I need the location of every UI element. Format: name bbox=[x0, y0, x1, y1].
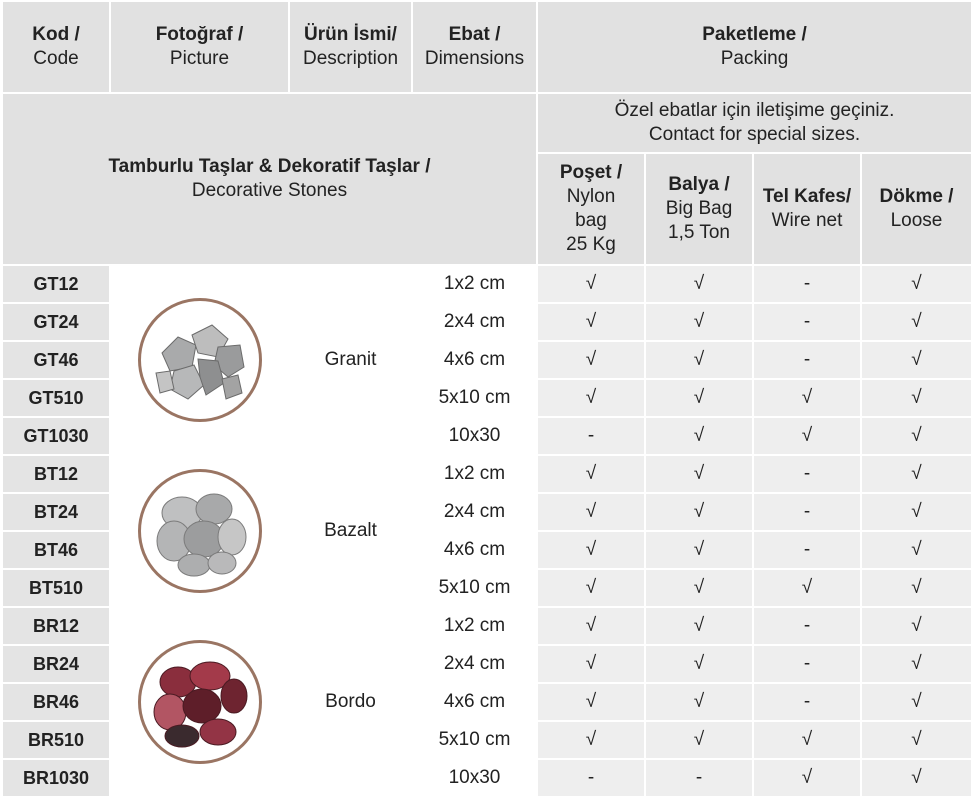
product-photo bbox=[110, 455, 289, 607]
product-dimensions: 2x4 cm bbox=[412, 645, 537, 683]
packing-big-bag-mark: √ bbox=[645, 265, 753, 303]
packing-wire-net-mark: - bbox=[753, 607, 861, 645]
packing-wire-net-mark: - bbox=[753, 683, 861, 721]
packing-big-bag-mark: √ bbox=[645, 645, 753, 683]
special-sizes-note bbox=[537, 93, 972, 153]
product-name: Granit bbox=[289, 265, 412, 455]
product-code: GT24 bbox=[2, 303, 110, 341]
product-dimensions: 5x10 cm bbox=[412, 379, 537, 417]
packing-big-bag-mark: √ bbox=[645, 417, 753, 455]
packing-wire-net-mark: - bbox=[753, 645, 861, 683]
packing-col-label-tr: Tel Kafes/ bbox=[762, 186, 852, 207]
packing-nylon-bag-mark: - bbox=[537, 417, 645, 455]
packing-nylon-bag-mark: √ bbox=[537, 493, 645, 531]
header-packing-tr: Paketleme / bbox=[702, 24, 807, 45]
product-name: Bazalt bbox=[289, 455, 412, 607]
packing-col-nylon-bag bbox=[537, 153, 645, 265]
packing-wire-net-mark: - bbox=[753, 531, 861, 569]
packing-loose-mark: √ bbox=[861, 379, 972, 417]
packing-nylon-bag-mark: √ bbox=[537, 303, 645, 341]
packing-nylon-bag-mark: √ bbox=[537, 341, 645, 379]
packing-loose-mark: √ bbox=[861, 683, 972, 721]
packing-nylon-bag-mark: √ bbox=[537, 683, 645, 721]
category-cell bbox=[2, 93, 537, 265]
product-name: Bordo bbox=[289, 607, 412, 797]
product-dimensions: 1x2 cm bbox=[412, 265, 537, 303]
packing-loose-mark: √ bbox=[861, 607, 972, 645]
packing-loose-mark: √ bbox=[861, 341, 972, 379]
packing-loose-mark: √ bbox=[861, 759, 972, 797]
product-dimensions: 4x6 cm bbox=[412, 341, 537, 379]
header-dimensions bbox=[412, 1, 537, 93]
packing-big-bag-mark: √ bbox=[645, 531, 753, 569]
packing-col-label-en: Nylon bbox=[566, 186, 616, 207]
product-code: GT12 bbox=[2, 265, 110, 303]
packing-col-label-tr: Poşet / bbox=[559, 162, 623, 183]
product-rows bbox=[2, 265, 972, 797]
packing-big-bag-mark: √ bbox=[645, 683, 753, 721]
packing-col-label-en: 25 Kg bbox=[566, 234, 616, 255]
product-code: BT12 bbox=[2, 455, 110, 493]
packing-loose-mark: √ bbox=[861, 721, 972, 759]
table-row bbox=[2, 455, 972, 493]
packing-nylon-bag-mark: √ bbox=[537, 569, 645, 607]
header-dimensions-en: Dimensions bbox=[424, 48, 525, 69]
packing-col-label-en: Wire net bbox=[771, 210, 843, 231]
packing-big-bag-mark: √ bbox=[645, 379, 753, 417]
header-code bbox=[2, 1, 110, 93]
product-dimensions: 4x6 cm bbox=[412, 531, 537, 569]
header-packing bbox=[537, 1, 972, 93]
packing-big-bag-mark: √ bbox=[645, 607, 753, 645]
header-photo-tr: Fotoğraf / bbox=[155, 24, 244, 45]
product-code: GT46 bbox=[2, 341, 110, 379]
product-dimensions: 4x6 cm bbox=[412, 683, 537, 721]
packing-loose-mark: √ bbox=[861, 265, 972, 303]
packing-col-label-en: Loose bbox=[890, 210, 943, 231]
header-name-tr: Ürün İsmi/ bbox=[304, 24, 397, 45]
packing-big-bag-mark: - bbox=[645, 759, 753, 797]
table-row bbox=[2, 265, 972, 303]
header-photo bbox=[110, 1, 289, 93]
packing-loose-mark: √ bbox=[861, 531, 972, 569]
product-code: GT510 bbox=[2, 379, 110, 417]
packing-nylon-bag-mark: √ bbox=[537, 721, 645, 759]
category-en: Decorative Stones bbox=[191, 180, 348, 201]
product-dimensions: 2x4 cm bbox=[412, 493, 537, 531]
packing-nylon-bag-mark: √ bbox=[537, 531, 645, 569]
packing-loose-mark: √ bbox=[861, 569, 972, 607]
product-dimensions: 10x30 bbox=[412, 759, 537, 797]
header-code-tr: Kod / bbox=[32, 24, 80, 45]
category-tr: Tamburlu Taşlar & Dekoratif Taşlar / bbox=[108, 156, 431, 177]
packing-wire-net-mark: √ bbox=[753, 721, 861, 759]
product-code: BR46 bbox=[2, 683, 110, 721]
packing-loose-mark: √ bbox=[861, 303, 972, 341]
packing-nylon-bag-mark: √ bbox=[537, 455, 645, 493]
packing-col-label-en: 1,5 Ton bbox=[668, 222, 730, 243]
packing-loose-mark: √ bbox=[861, 493, 972, 531]
packing-col-label-en: Big Bag bbox=[665, 198, 733, 219]
packing-wire-net-mark: - bbox=[753, 455, 861, 493]
packing-big-bag-mark: √ bbox=[645, 493, 753, 531]
product-code: BT24 bbox=[2, 493, 110, 531]
packing-col-wire-net bbox=[753, 153, 861, 265]
packing-big-bag-mark: √ bbox=[645, 569, 753, 607]
product-dimensions: 10x30 bbox=[412, 417, 537, 455]
header-code-en: Code bbox=[33, 48, 79, 69]
packing-col-label-tr: Balya / bbox=[668, 174, 730, 195]
grey-basalt-stones-photo bbox=[138, 469, 262, 593]
product-code: BT46 bbox=[2, 531, 110, 569]
packing-wire-net-mark: - bbox=[753, 265, 861, 303]
packing-wire-net-mark: √ bbox=[753, 759, 861, 797]
packing-wire-net-mark: - bbox=[753, 303, 861, 341]
product-code: BR12 bbox=[2, 607, 110, 645]
product-dimensions: 1x2 cm bbox=[412, 607, 537, 645]
packing-col-label-en: bag bbox=[575, 210, 607, 231]
packing-col-label-tr: Dökme / bbox=[879, 186, 954, 207]
packing-col-loose bbox=[861, 153, 972, 265]
special-sizes-tr: Özel ebatlar için iletişime geçiniz. bbox=[614, 100, 895, 121]
special-sizes-en: Contact for special sizes. bbox=[648, 124, 861, 145]
packing-wire-net-mark: - bbox=[753, 341, 861, 379]
packing-nylon-bag-mark: √ bbox=[537, 379, 645, 417]
product-code: BR510 bbox=[2, 721, 110, 759]
product-photo bbox=[110, 607, 289, 797]
header-photo-en: Picture bbox=[169, 48, 230, 69]
packing-big-bag-mark: √ bbox=[645, 721, 753, 759]
header-dimensions-tr: Ebat / bbox=[448, 24, 501, 45]
product-code: BT510 bbox=[2, 569, 110, 607]
product-dimensions: 5x10 cm bbox=[412, 569, 537, 607]
table-row bbox=[2, 607, 972, 645]
burgundy-stones-photo bbox=[138, 640, 262, 764]
grey-granite-stones-photo-icon bbox=[148, 315, 252, 405]
product-code: GT1030 bbox=[2, 417, 110, 455]
product-code: BR24 bbox=[2, 645, 110, 683]
packing-nylon-bag-mark: √ bbox=[537, 607, 645, 645]
packing-big-bag-mark: √ bbox=[645, 303, 753, 341]
grey-granite-stones-photo bbox=[138, 298, 262, 422]
product-table bbox=[1, 0, 973, 798]
packing-loose-mark: √ bbox=[861, 417, 972, 455]
product-dimensions: 1x2 cm bbox=[412, 455, 537, 493]
header-name bbox=[289, 1, 412, 93]
packing-wire-net-mark: √ bbox=[753, 569, 861, 607]
packing-nylon-bag-mark: - bbox=[537, 759, 645, 797]
packing-wire-net-mark: √ bbox=[753, 417, 861, 455]
burgundy-stones-photo-icon bbox=[148, 654, 252, 750]
product-dimensions: 5x10 cm bbox=[412, 721, 537, 759]
packing-big-bag-mark: √ bbox=[645, 455, 753, 493]
packing-wire-net-mark: √ bbox=[753, 379, 861, 417]
product-photo bbox=[110, 265, 289, 455]
packing-big-bag-mark: √ bbox=[645, 341, 753, 379]
packing-wire-net-mark: - bbox=[753, 493, 861, 531]
header-packing-en: Packing bbox=[720, 48, 789, 69]
product-dimensions: 2x4 cm bbox=[412, 303, 537, 341]
packing-col-big-bag bbox=[645, 153, 753, 265]
packing-nylon-bag-mark: √ bbox=[537, 645, 645, 683]
product-code: BR1030 bbox=[2, 759, 110, 797]
packing-loose-mark: √ bbox=[861, 645, 972, 683]
header-name-en: Description bbox=[302, 48, 399, 69]
packing-loose-mark: √ bbox=[861, 455, 972, 493]
packing-nylon-bag-mark: √ bbox=[537, 265, 645, 303]
grey-basalt-stones-photo-icon bbox=[148, 483, 252, 579]
